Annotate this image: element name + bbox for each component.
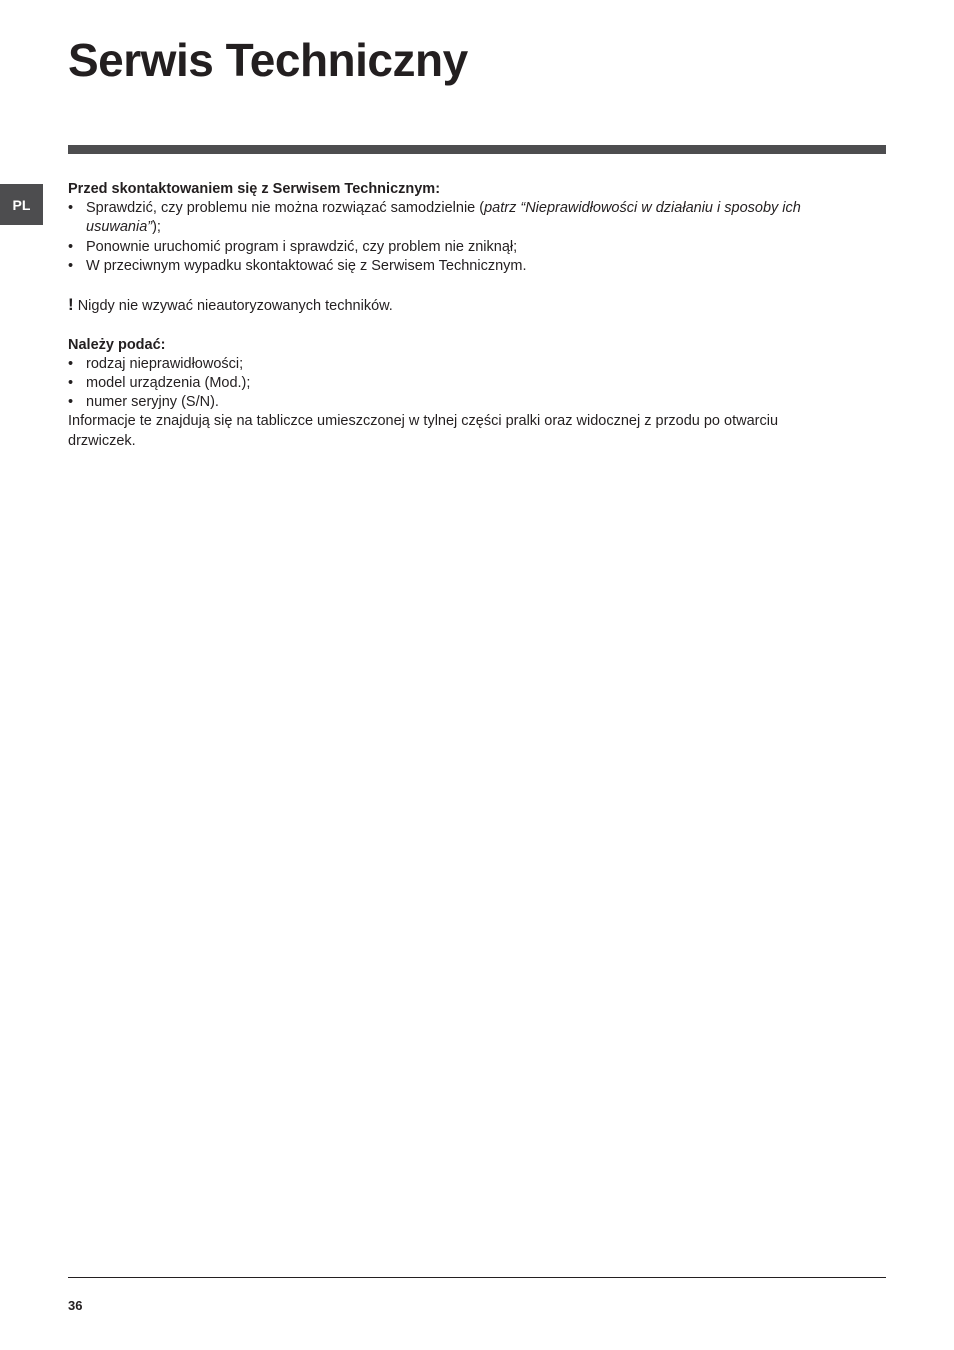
footer-divider bbox=[68, 1277, 886, 1278]
list-item: • Ponownie uruchomić program i sprawdzić, czy problem nie zniknął; bbox=[68, 238, 848, 257]
provide-heading: Należy podać: bbox=[68, 336, 166, 353]
list-item: • rodzaj nieprawidłowości; bbox=[68, 355, 848, 374]
list-item: • W przeciwnym wypadku skontaktować się z Serwisem Technicznym. bbox=[68, 257, 848, 276]
main-content bbox=[68, 180, 848, 451]
provide-list bbox=[68, 355, 848, 413]
item-text: Sprawdzić, czy problemu nie można rozwiązać samodzielnie ( bbox=[86, 200, 485, 217]
item-reference: patrz “Nieprawidłowości w działaniu i sposoby ich usuwania” bbox=[86, 200, 801, 236]
warning-exclamation-icon: ! bbox=[68, 295, 74, 315]
language-tab: PL bbox=[0, 184, 43, 225]
warning-text: Nigdy nie wzywać nieautoryzowanych techników. bbox=[77, 298, 393, 315]
before-contact-heading: Przed skontaktowaniem się z Serwisem Technicznym: bbox=[68, 181, 441, 197]
list-item: • numer seryjny (S/N). bbox=[68, 393, 848, 412]
header-divider-bar bbox=[68, 145, 886, 154]
warning-note bbox=[68, 295, 848, 316]
page-number: 36 bbox=[68, 1298, 83, 1313]
item-text-end: ); bbox=[152, 219, 161, 236]
list-item bbox=[68, 199, 848, 237]
before-contact-list bbox=[68, 199, 848, 276]
list-item: • model urządzenia (Mod.); bbox=[68, 374, 848, 393]
provide-note: Informacje te znajdują się na tabliczce umieszczonej w tylnej części pralki oraz widocznej z przodu po otwarciu drzwiczek. bbox=[68, 413, 779, 449]
page-title: Serwis Techniczny bbox=[68, 34, 468, 86]
